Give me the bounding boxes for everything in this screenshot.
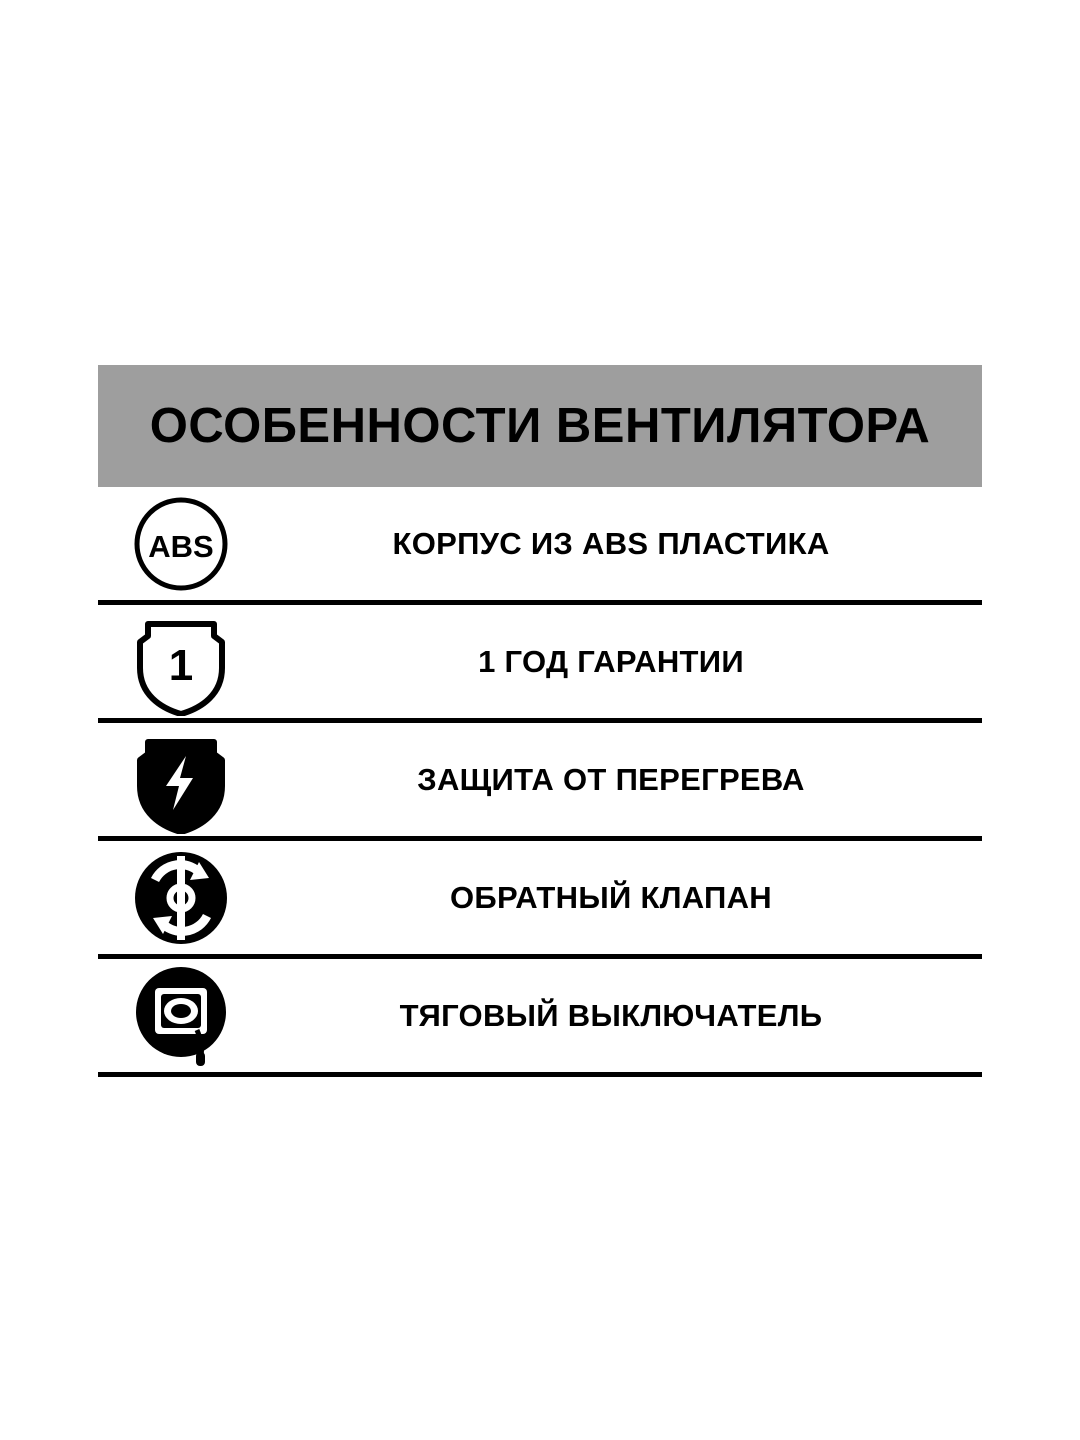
list-item — [98, 723, 982, 841]
pull-cord-switch-icon — [98, 957, 264, 1075]
shield-bolt-icon — [98, 721, 264, 839]
check-valve-icon — [98, 839, 264, 957]
list-item — [98, 605, 982, 723]
page-title: ОСОБЕННОСТИ ВЕНТИЛЯТОРА — [149, 399, 931, 453]
list-item-label: ОБРАТНЫЙ КЛАПАН — [450, 879, 772, 915]
list-item-label: ЗАЩИТА ОТ ПЕРЕГРЕВА — [417, 761, 805, 797]
svg-text:ABS: ABS — [148, 528, 214, 564]
list-item-label: ТЯГОВЫЙ ВЫКЛЮЧАТЕЛЬ — [399, 997, 823, 1033]
list-item — [98, 487, 982, 605]
list-item-label: 1 ГОД ГАРАНТИИ — [478, 643, 744, 679]
panel-header — [98, 365, 982, 487]
svg-text:1: 1 — [168, 640, 194, 690]
feature-list — [98, 487, 982, 1077]
list-item — [98, 959, 982, 1077]
fan-features-panel — [98, 365, 982, 1077]
list-item-label: КОРПУС ИЗ ABS ПЛАСТИКА — [392, 525, 830, 561]
shield-one-year-icon — [98, 603, 264, 721]
list-item — [98, 841, 982, 959]
abs-circle-icon — [98, 485, 264, 603]
